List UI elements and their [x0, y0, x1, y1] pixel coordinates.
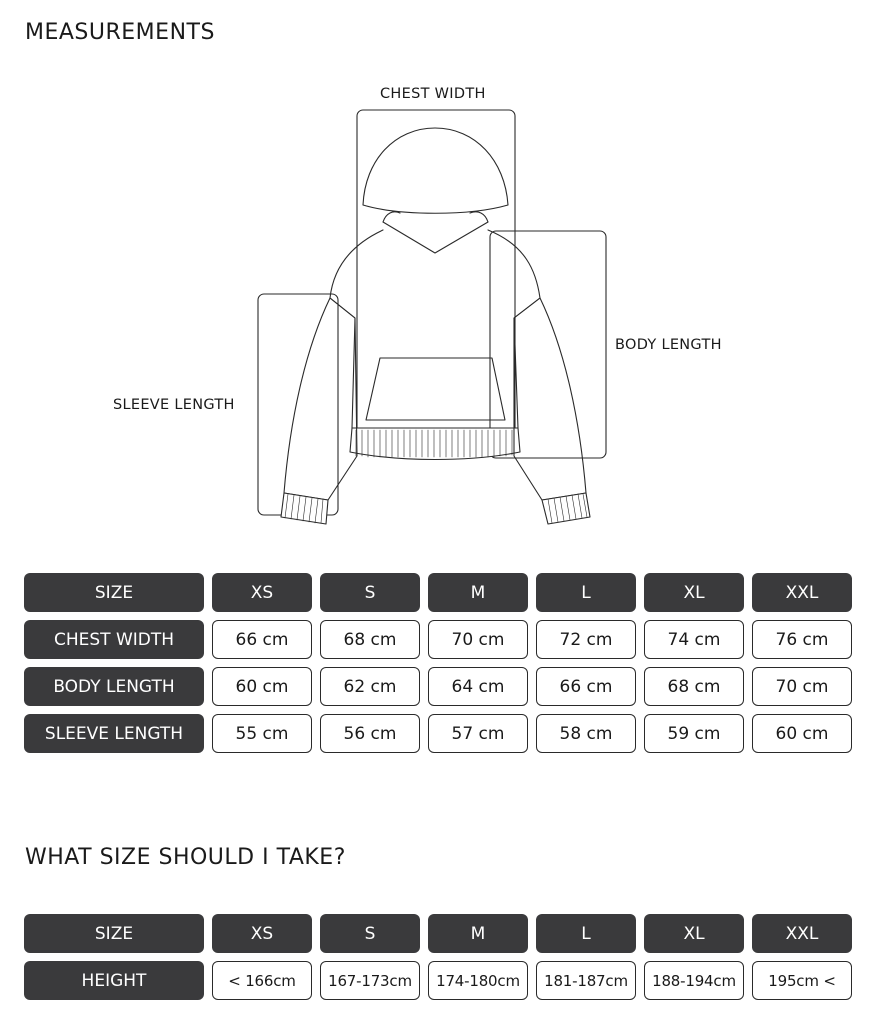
- height-m: 174-180cm: [428, 961, 528, 1000]
- chest-width-label: CHEST WIDTH: [380, 86, 486, 102]
- guide-header-l: L: [536, 914, 636, 953]
- sleeve-length-m: 57 cm: [428, 714, 528, 753]
- height-s: 167-173cm: [320, 961, 420, 1000]
- front-pocket: [366, 358, 505, 420]
- left-sleeve: [284, 298, 357, 500]
- body-length-s: 62 cm: [320, 667, 420, 706]
- sleeve-length-xl: 59 cm: [644, 714, 744, 753]
- sleeve-length-s: 56 cm: [320, 714, 420, 753]
- header-l: L: [536, 573, 636, 612]
- size-guide-table: [24, 914, 852, 1000]
- guide-header-size: SIZE: [24, 914, 204, 953]
- sleeve-length-xxl: 60 cm: [752, 714, 852, 753]
- height-xs: < 166cm: [212, 961, 312, 1000]
- chest-width-s: 68 cm: [320, 620, 420, 659]
- body-length-xxl: 70 cm: [752, 667, 852, 706]
- waistband: [350, 428, 520, 460]
- header-xxl: XXL: [752, 573, 852, 612]
- chest-width-xl: 74 cm: [644, 620, 744, 659]
- chest-width-m: 70 cm: [428, 620, 528, 659]
- chest-width-l: 72 cm: [536, 620, 636, 659]
- header-xs: XS: [212, 573, 312, 612]
- chest-width-xxl: 76 cm: [752, 620, 852, 659]
- chest-width-xs: 66 cm: [212, 620, 312, 659]
- sleeve-length-l: 58 cm: [536, 714, 636, 753]
- header-m: M: [428, 573, 528, 612]
- hoodie-body: [330, 230, 540, 428]
- size-guide-title: WHAT SIZE SHOULD I TAKE?: [25, 845, 346, 870]
- sleeve-length-label: SLEEVE LENGTH: [113, 397, 235, 413]
- guide-header-s: S: [320, 914, 420, 953]
- body-length-xs: 60 cm: [212, 667, 312, 706]
- header-size: SIZE: [24, 573, 204, 612]
- measurements-table: [24, 573, 852, 753]
- hoodie-diagram: [0, 60, 876, 540]
- header-s: S: [320, 573, 420, 612]
- right-sleeve: [514, 298, 586, 500]
- height-xl: 188-194cm: [644, 961, 744, 1000]
- body-length-label: BODY LENGTH: [615, 337, 722, 353]
- header-xl: XL: [644, 573, 744, 612]
- body-length-l: 66 cm: [536, 667, 636, 706]
- hoodie-illustration: [0, 60, 876, 540]
- sleeve-length-bracket: [258, 294, 338, 515]
- height-xxl: 195cm <: [752, 961, 852, 1000]
- guide-header-xs: XS: [212, 914, 312, 953]
- row-label-chest-width: CHEST WIDTH: [24, 620, 204, 659]
- height-l: 181-187cm: [536, 961, 636, 1000]
- body-length-bracket: [490, 231, 606, 458]
- sleeve-length-xs: 55 cm: [212, 714, 312, 753]
- measurements-title: MEASUREMENTS: [25, 20, 215, 45]
- body-length-m: 64 cm: [428, 667, 528, 706]
- row-label-height: HEIGHT: [24, 961, 204, 1000]
- body-length-xl: 68 cm: [644, 667, 744, 706]
- guide-header-m: M: [428, 914, 528, 953]
- row-label-body-length: BODY LENGTH: [24, 667, 204, 706]
- guide-header-xxl: XXL: [752, 914, 852, 953]
- guide-header-xl: XL: [644, 914, 744, 953]
- hood: [363, 128, 508, 213]
- row-label-sleeve-length: SLEEVE LENGTH: [24, 714, 204, 753]
